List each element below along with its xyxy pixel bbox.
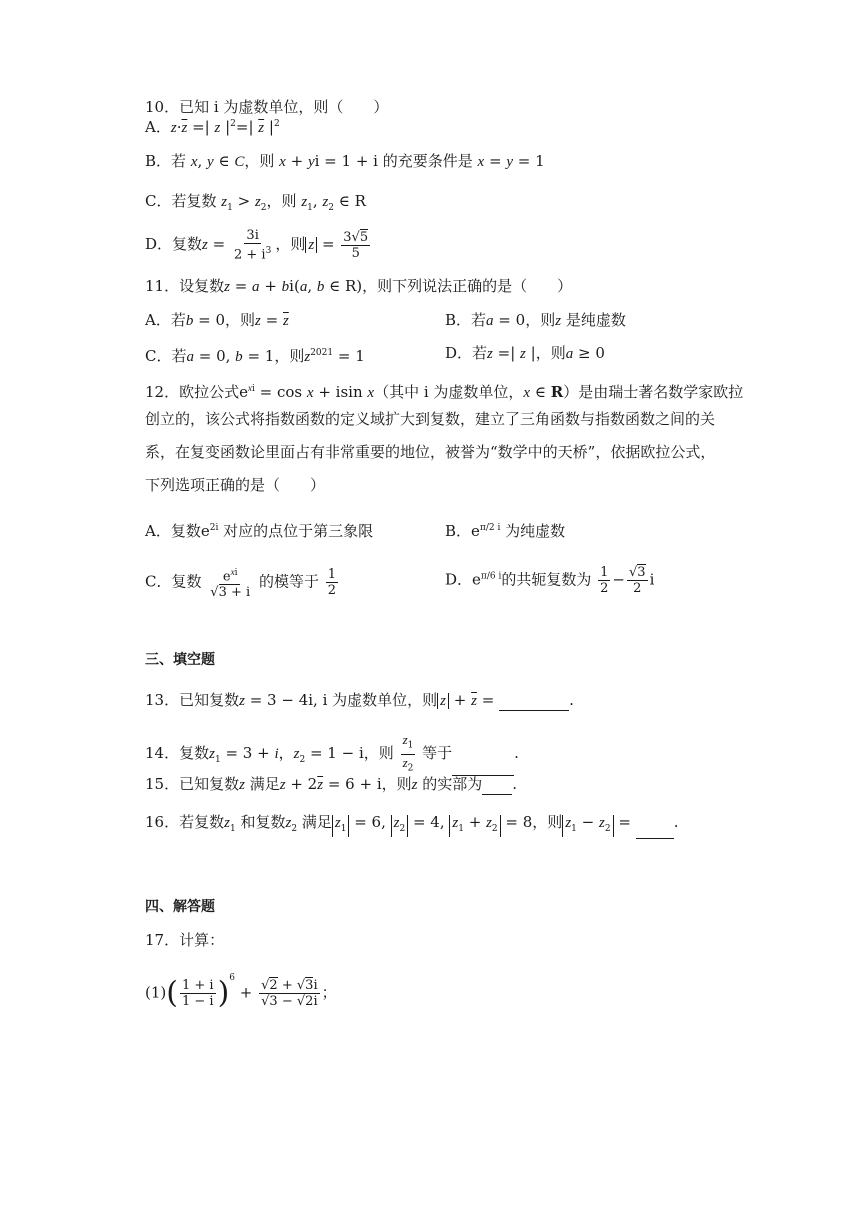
q12-c-fraction: $\frac{e^{xi}}{√3 + i}$ [210,567,251,601]
q11-option-d: D．若z =| z |，则a ≥ 0 [445,344,605,362]
q11-b-mid: ，则 [525,311,556,329]
q17-fraction1: $\frac{1 + i}{1 - i}$ [181,978,214,1009]
q13-answer-blank[interactable] [499,696,569,711]
q14-suffix: 等于 [422,744,453,763]
q10-d-mid: ，则 [275,235,306,254]
q10-b-mid: ，则 [244,152,275,170]
q17-part1: (1)( $\frac{1 + i}{1 - i}$ )$^6$ + $\frac{√2 + √3i}{√3 - √2i}$ ； [145,972,337,1011]
q12-stem-line4: 下列选项正确的是（ ） [145,476,326,494]
section-fill-in-blank: 三、填空题 [145,652,215,668]
q10-a-label: A． [145,118,171,136]
q15-answer-blank[interactable] [482,780,512,795]
q15-mid: 满足 [249,775,280,793]
q17-fraction2: $\frac{√2 + √3i}{√3 - √2i}$ [261,978,318,1009]
q11-b-suffix: 是纯虚数 [565,311,626,329]
q10-b-prefix: B．若 [145,152,187,170]
q11-a-prefix: A．若 [145,311,186,329]
q10-option-c: C．若复数 $z_1 > z_2$，则 $z_1$, $z_2$ ∈ R [145,192,366,213]
q11-stem-prefix: 11．设复数 [145,277,225,295]
q12-stem-mid: （其中 i 为虚数单位， [374,383,524,401]
q12-stem-line3: 系，在复变函数论里面占有非常重要的地位，被誉为“数学中的天桥”，依据欧拉公式， [145,443,716,461]
q14-prefix: 14．复数 [145,744,210,763]
q12-b-prefix: B． [445,522,472,540]
q12-c-suffix: 的模等于 [258,572,319,591]
q10-c-mid: ，则 [266,192,297,210]
q16-answer-blank[interactable] [636,824,674,839]
q12-c-prefix: C．复数 [145,572,202,591]
q12-option-a: A．复数$e^{2i}$ 对应的点位于第三象限 [145,522,374,540]
q15: 15．已知复数z 满足$z + 2\overline{z} = 6 + i$，则z 的实部为 . [145,775,518,793]
q12-d-value2: $\frac{√3}{2}$ [629,565,646,596]
q12-a-suffix: 对应的点位于第三象限 [223,522,374,540]
q11-option-c: C．若a = 0, b = 1，则$z^{2021} = 1$ [145,347,365,365]
q10-c-prefix: C．若复数 [145,192,217,210]
q16: 16．若复数$z_1$ 和复数$z_2$ 满足 $z_1 = 6$, $z_2 = 4$, $z_1 + z_2 = 8$，则 $z_1 - z_2$ = . [145,812,678,839]
q11-d-mid: ，则 [535,344,566,362]
q11-c-mid: ，则 [274,347,305,365]
q12-d-value1: $\frac{1}{2}$ [600,565,609,596]
q12-stem-suffix: ）是由瑞士著名数学家欧拉 [563,383,744,401]
q11-option-b: B．若a = 0，则z 是纯虚数 [445,311,626,329]
q13-mid: 为虚数单位，则 [332,691,438,709]
q13: 13．已知复数z = 3 − 4i, i 为虚数单位，则 $z + \overline{z}$ = . [145,691,574,709]
q11-stem-suffix: ，则下列说法正确的是（ ） [362,277,573,295]
q15-prefix: 15．已知复数 [145,775,240,793]
q10-b-suffix: 的充要条件是 [382,152,473,170]
q12-b-suffix: 为纯虚数 [505,522,566,540]
q10-d-fraction: $\frac{3i}{2 + i^3}$ [233,228,272,263]
q17-stem: 17．计算： [145,931,225,949]
q10-option-d: D．复数z = $\frac{3i}{2 + i^3}$ ，则 z = $\frac{3√5}{5}$ [145,228,369,263]
q10-stem: 10．已知 i 为虚数单位，则（ ） [145,98,389,116]
q13-prefix: 13．已知复数 [145,691,240,709]
q15-mid2: ，则 [381,775,412,793]
q16-prefix: 16．若复数 [145,813,225,831]
q14-fraction: $\frac{z_1}{z_2}$ [402,732,414,774]
q14: 14．复数$z_1 = 3 + i$，$z_2 = 1 - i$，则 $\frac{z_1}{z_2}$ 等于 . [145,732,519,776]
q15-suffix: 的实部为 [422,775,483,793]
q12-option-d: D．$e^{\pi/6 i}$的共轭复数为 $\frac{1}{2}$ − $\frac{√3}{2}$ i [445,565,655,596]
q10-option-a: A．$z\cdot\overline{z}$ =| z $|^2=|$ $\overline{z}$ $|^2$ [145,118,280,136]
q16-mid3: ，则 [532,813,563,831]
q14-mid: ，则 [363,744,394,763]
q10-d-value: $\frac{3√5}{5}$ [343,229,369,261]
q10-option-b: B．若 x, y ∈ C，则 x + yi = 1 + i 的充要条件是 x = y = 1 [145,152,545,170]
q10-d-prefix: D．复数 [145,235,203,254]
q11-d-prefix: D．若 [445,344,488,362]
q12-d-prefix: D． [445,570,473,589]
q16-mid: 和复数 [240,813,286,831]
section-solution: 四、解答题 [145,899,215,915]
q12-c-value: $\frac{1}{2}$ [327,567,337,599]
q12-option-b: B．$e^{\pi/2 i}$ 为纯虚数 [445,522,566,540]
q11-stem: 11．设复数z = a + bi(a, b ∈ R)，则下列说法正确的是（ ） [145,277,573,295]
q16-mid2: 满足 [301,813,332,831]
q11-option-a: A．若b = 0，则$z = \overline{z}$ [145,311,289,329]
q12-d-suffix: 的共轭复数为 [501,570,592,589]
q11-a-mid: ，则 [225,311,256,329]
q12-stem-line1: 12．欧拉公式$e^{xi} = \cos x + isin$ x（其中 i 为虚数单位，x ∈ R）是由瑞士著名数学家欧拉 [145,383,744,401]
q12-option-c [145,565,340,600]
q11-b-prefix: B．若 [445,311,487,329]
q12-stem-line2: 创立的，该公式将指数函数的定义域扩大到复数，建立了三角函数与指数函数之间的关 [145,410,716,428]
q12-stem-prefix: 12．欧拉公式 [145,383,240,401]
q12-a-prefix: A．复数 [145,522,201,540]
q17-part1-label: (1) [145,983,167,1002]
q11-c-prefix: C．若 [145,347,187,365]
